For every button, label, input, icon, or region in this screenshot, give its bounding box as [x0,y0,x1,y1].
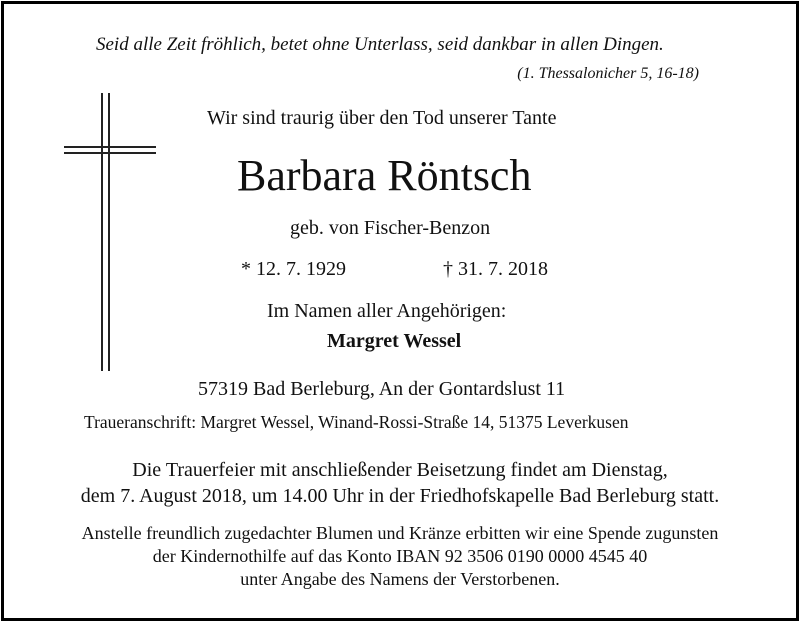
ceremony-line-2: dem 7. August 2018, um 14.00 Uhr in der Friedhofskapelle Bad Berleburg statt. [80,485,720,507]
birth-name: geb. von Fischer-Benzon [290,217,491,239]
intro-text: Wir sind traurig über den Tod unserer Tante [207,107,557,129]
quote-text: Seid alle Zeit fröhlich, betet ohne Unterlass, seid dankbar in allen Dingen. [96,34,664,55]
address: 57319 Bad Berleburg, An der Gontardslust 11 [198,378,566,400]
death-date: † 31. 7. 2018 [443,258,548,280]
birth-date: * 12. 7. 1929 [241,258,346,280]
mourner-name: Margret Wessel [327,330,462,352]
donation-line-1: Anstelle freundlich zugedachter Blumen und Kränze erbitten wir eine Spende zugunsten [81,523,719,543]
ceremony-line-1: Die Trauerfeier mit anschließender Beisetzung findet am Dienstag, [132,459,668,481]
quote-reference: (1. Thessalonicher 5, 16-18) [517,65,699,82]
mourning-address: Traueranschrift: Margret Wessel, Winand-Rossi-Straße 14, 51375 Leverkusen [84,412,629,432]
donation-line-2: der Kindernothilfe auf das Konto IBAN 92 3506 0190 0000 4545 40 [152,546,648,566]
deceased-name: Barbara Röntsch [237,151,532,200]
mourners-intro: Im Namen aller Angehörigen: [267,300,507,322]
donation-line-3: unter Angabe des Namens der Verstorbenen. [240,569,560,589]
